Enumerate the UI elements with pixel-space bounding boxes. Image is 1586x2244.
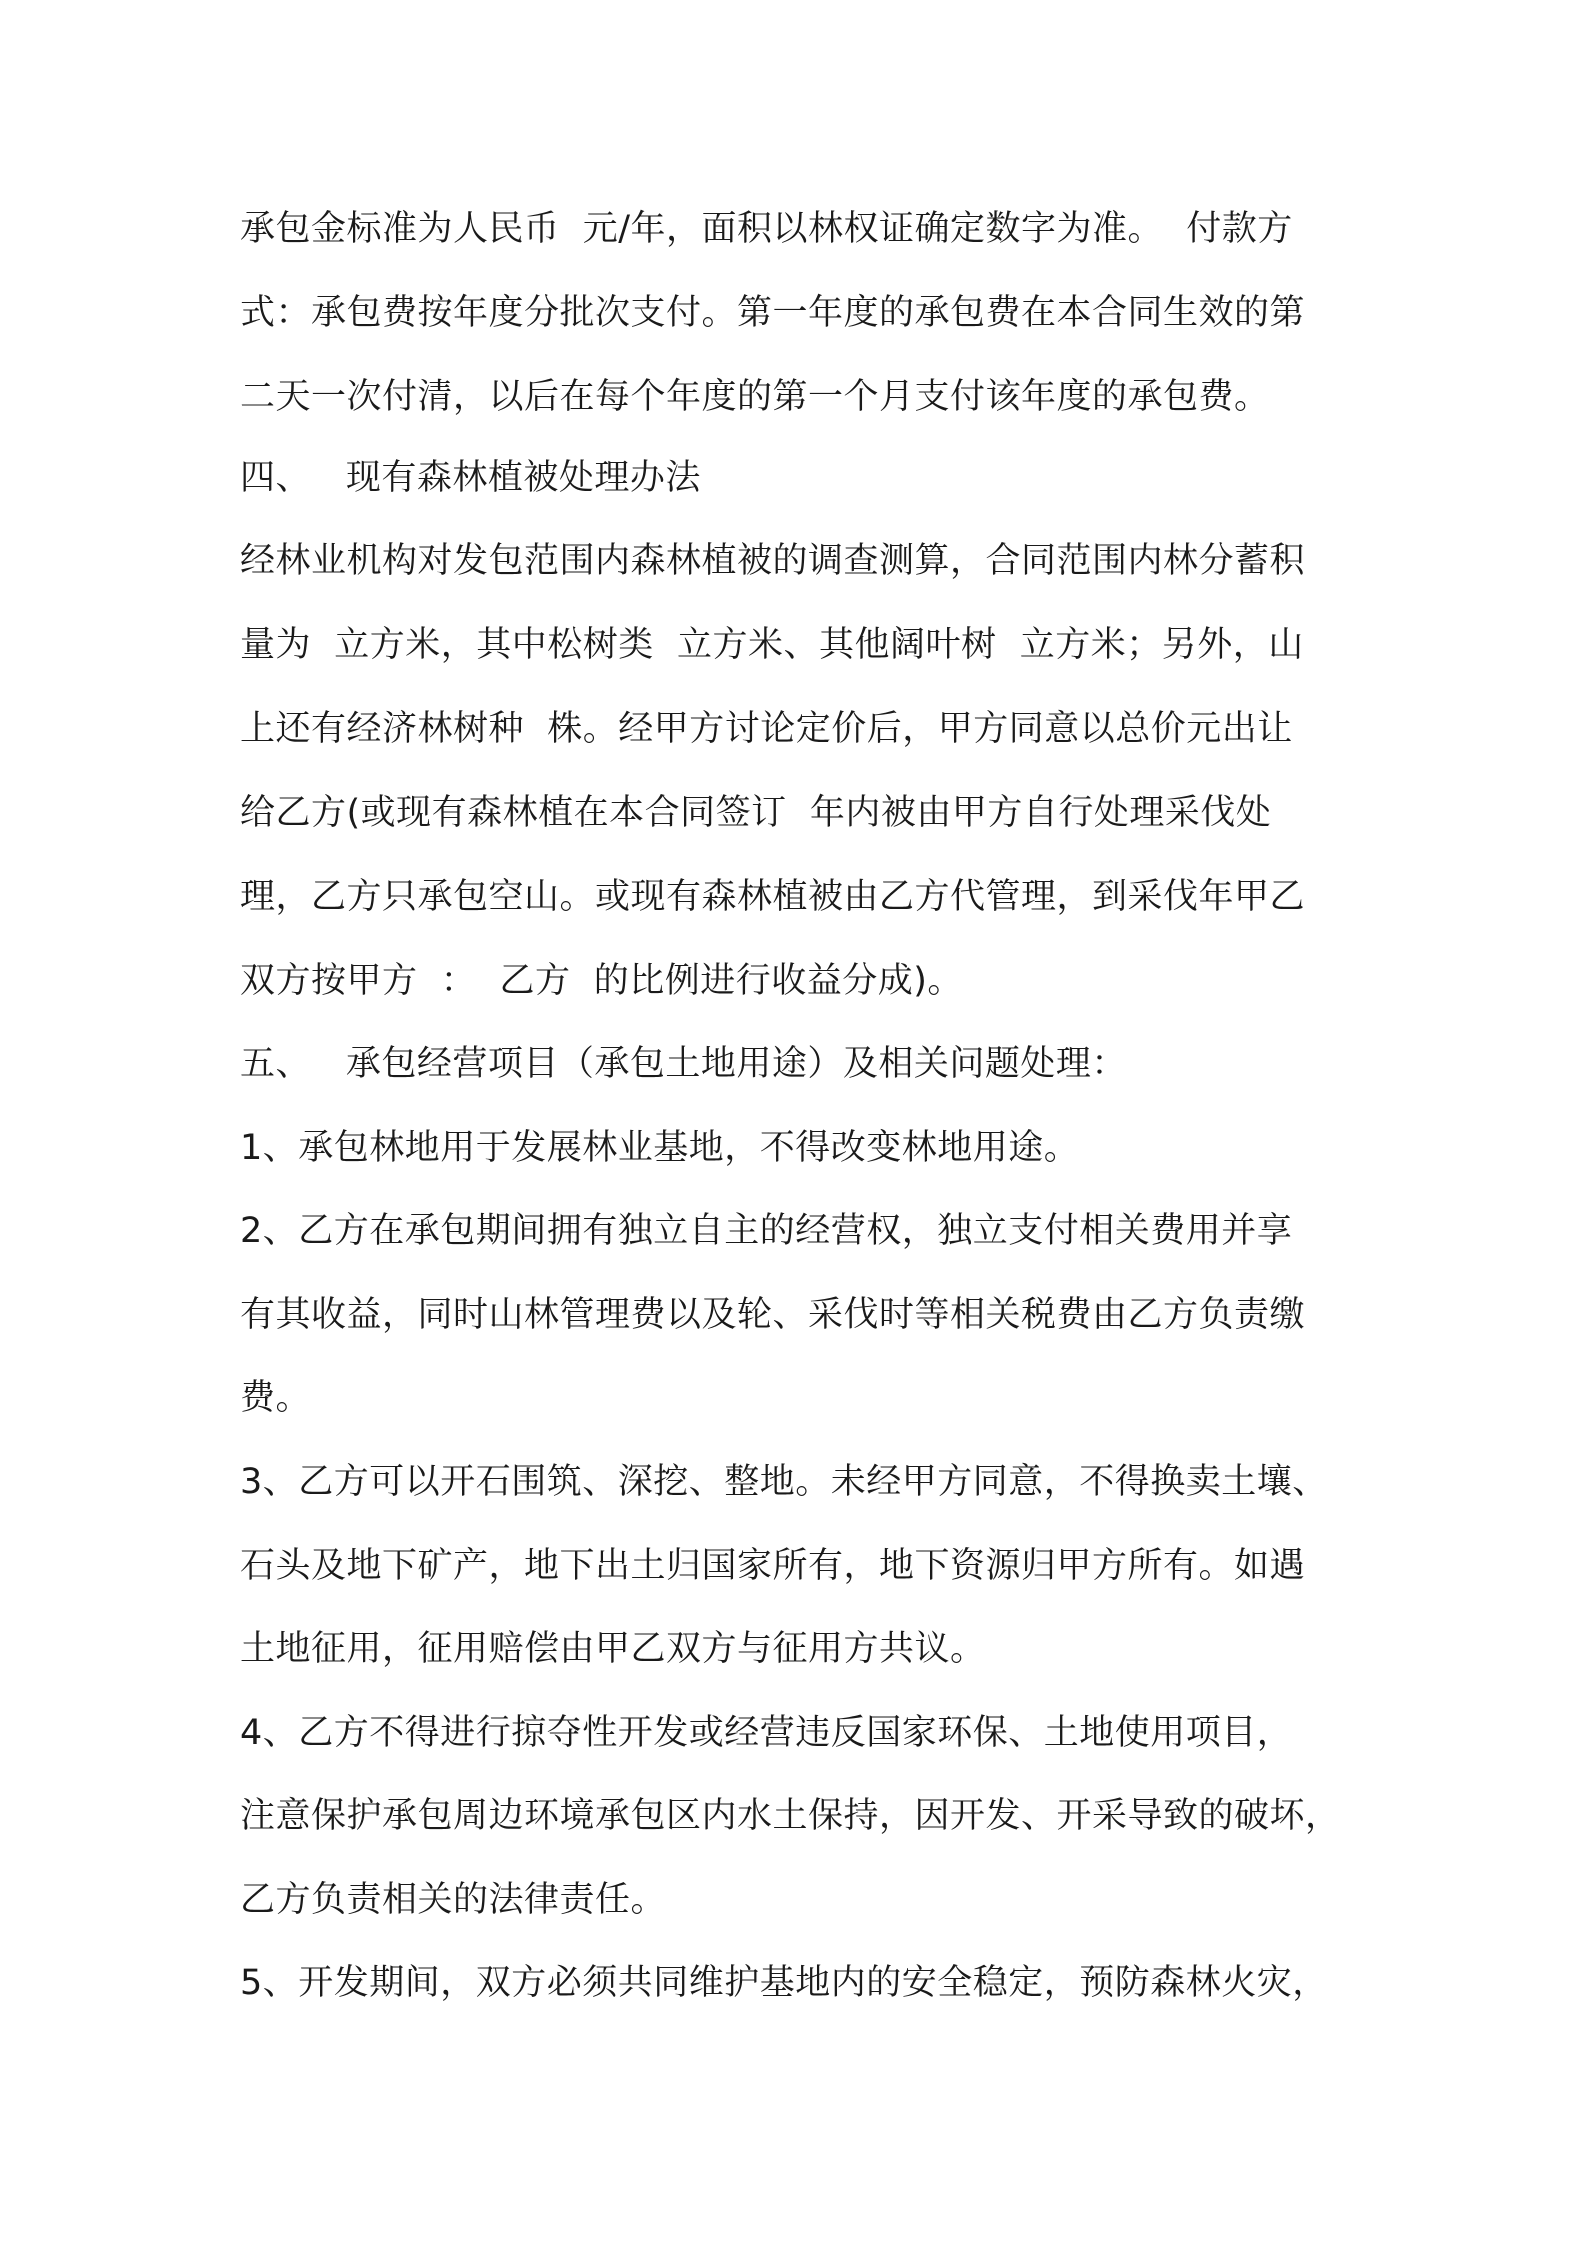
text-line: 土地征用，征用赔偿由甲乙双方与征用方共议。 [240,1629,986,1669]
text-line: 上还有经济林树种 株。经甲方讨论定价后，甲方同意以总价元出让 [240,709,1293,749]
list-item: 2、乙方在承包期间拥有独立自主的经营权，独立支付相关费用并享 [240,1211,1293,1251]
text-line: 式：承包费按年度分批次支付。第一年度的承包费在本合同生效的第 [240,293,1306,333]
text-line: 乙方负责相关的法律责任。 [240,1880,667,1920]
section-heading: 四、 现有森林植被处理办法 [240,458,701,498]
text-line: 注意保护承包周边环境承包区内水土保持，因开发、开采导致的破坏， [240,1796,1341,1836]
list-item: 1、承包林地用于发展林业基地，不得改变林地用途。 [240,1128,1080,1168]
list-item: 3、乙方可以开石围筑、深挖、整地。未经甲方同意，不得换卖土壤、 [240,1462,1328,1502]
list-item: 5、开发期间，双方必须共同维护基地内的安全稳定，预防森林火灾， [240,1963,1328,2003]
list-item: 4、乙方不得进行掠夺性开发或经营违反国家环保、土地使用项目， [240,1713,1293,1753]
text-line: 经林业机构对发包范围内森林植被的调查测算，合同范围内林分蓄积 [240,541,1306,581]
text-line: 双方按甲方 ： 乙方 的比例进行收益分成)。 [240,961,963,1001]
text-line: 量为 立方米，其中松树类 立方米、其他阔叶树 立方米；另外，山 [240,625,1304,665]
text-line: 有其收益，同时山林管理费以及轮、采伐时等相关税费由乙方负责缴 [240,1295,1306,1335]
text-line: 二天一次付清，以后在每个年度的第一个月支付该年度的承包费。 [240,377,1270,417]
text-line: 给乙方(或现有森林植在本合同签订 年内被由甲方自行处理采伐处 [240,793,1272,833]
text-line: 石头及地下矿产，地下出土归国家所有，地下资源归甲方所有。如遇 [240,1546,1306,1586]
text-line: 费。 [240,1378,312,1418]
text-line: 理，乙方只承包空山。或现有森林植被由乙方代管理，到采伐年甲乙 [240,877,1306,917]
text-line: 承包金标准为人民币 元/年，面积以林权证确定数字为准。 付款方 [240,209,1293,249]
section-heading: 五、 承包经营项目（承包土地用途）及相关问题处理： [240,1044,1127,1084]
